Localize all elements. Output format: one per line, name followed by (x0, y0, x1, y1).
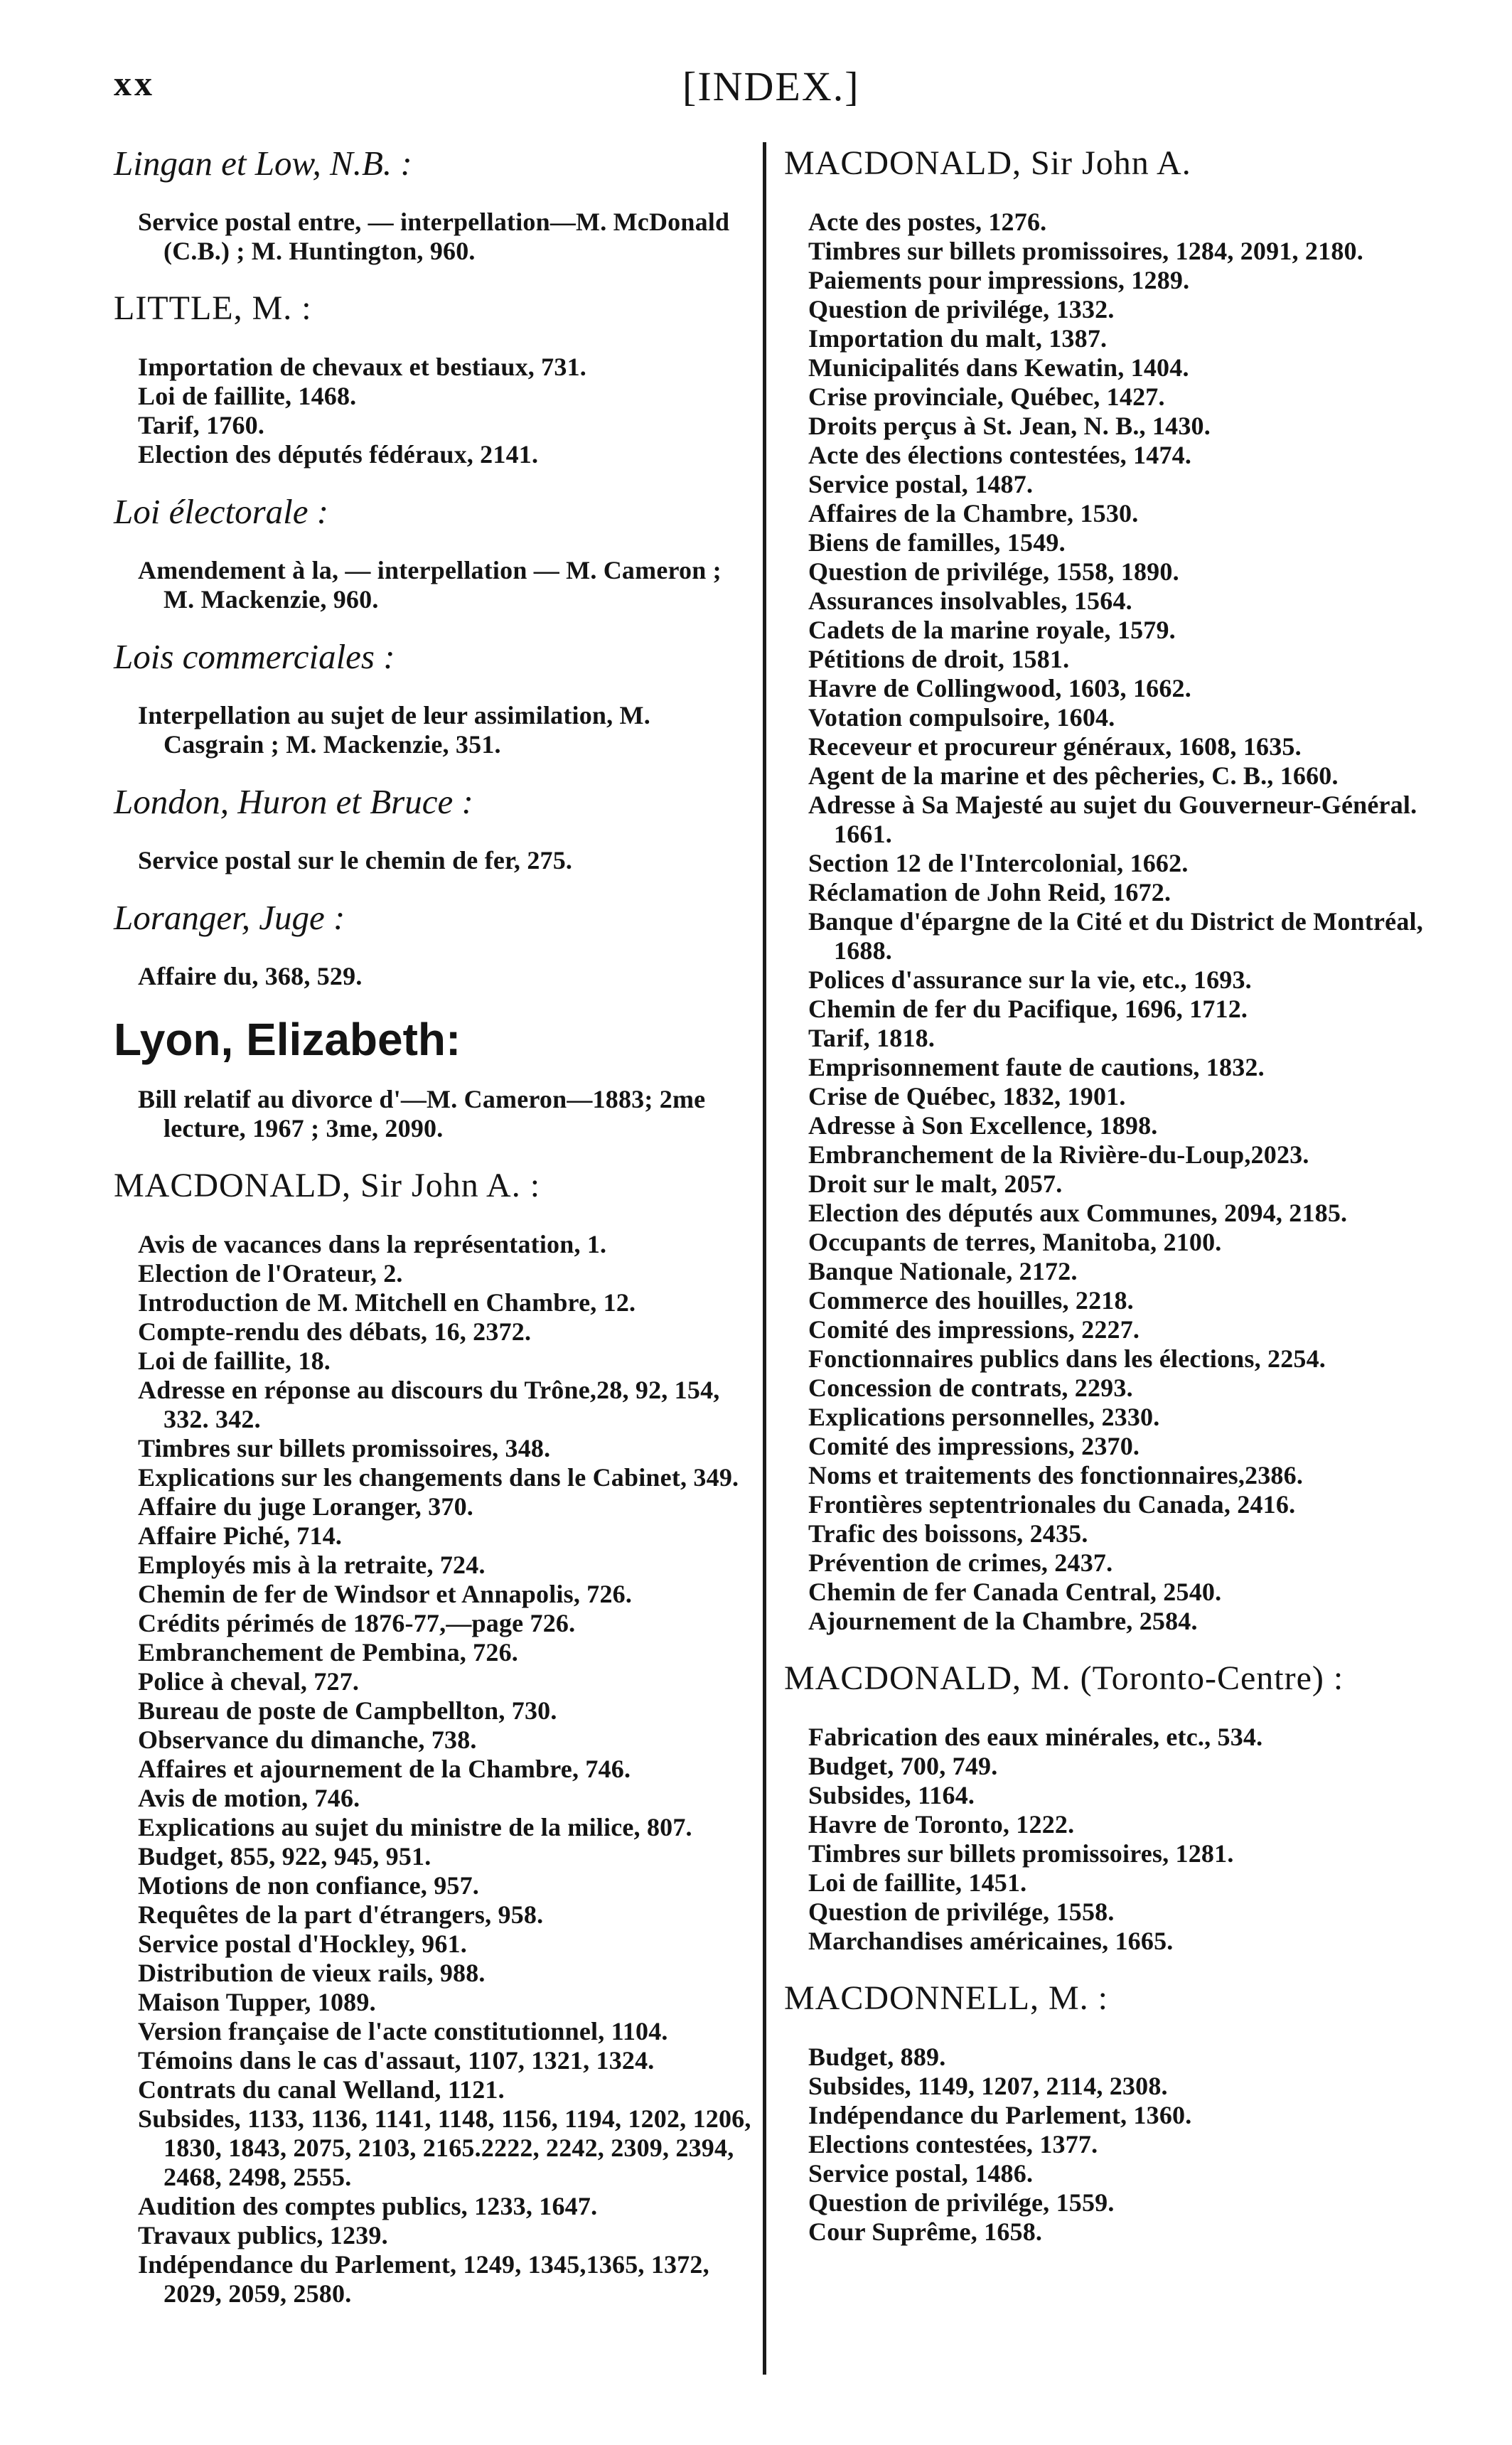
entry-item: Importation du malt, 1387. (808, 324, 1108, 353)
entry-item: Question de privilége, 1559. (808, 2188, 1115, 2217)
entry-item: Election de l'Orateur, 2. (138, 1259, 403, 1288)
entry-item: Chemin de fer de Windsor et Annapolis, 726. (138, 1580, 633, 1608)
entry-item: Election des députés fédéraux, 2141. (138, 440, 539, 469)
entry-item: Loi de faillite, 1451. (808, 1868, 1027, 1897)
entry-item: Election des députés aux Communes, 2094, 2185. (808, 1199, 1348, 1227)
entry-item: Bureau de poste de Campbellton, 730. (138, 1696, 557, 1725)
entry-item: Service postal, 1487. (808, 470, 1034, 498)
entry-heading: LITTLE, M. : (114, 289, 312, 327)
entry-item: Question de privilége, 1558. (808, 1898, 1115, 1926)
entry-heading: Loi électorale : (114, 492, 329, 531)
entry-item: Importation de chevaux et bestiaux, 731. (138, 353, 586, 381)
entry-item: Loi de faillite, 1468. (138, 382, 357, 410)
entry-item: Paiements pour impressions, 1289. (808, 266, 1190, 294)
entry-heading: London, Huron et Bruce : (114, 782, 473, 821)
entry-item: Affaire du, 368, 529. (138, 962, 363, 990)
entry-item: Trafic des boissons, 2435. (808, 1519, 1088, 1548)
entry-item: Embranchement de Pembina, 726. (138, 1638, 518, 1666)
entry-item: Subsides, 1133, 1136, 1141, 1148, 1156, 1194, 1202, 1206, 1830, 1843, 2075, 2103, 2165.2222, 2242, 2309, 2394, 2468, 2498, 2555. (138, 2104, 751, 2191)
entry-item: Cour Suprême, 1658. (808, 2217, 1043, 2246)
entry-item: Ajournement de la Chambre, 2584. (808, 1607, 1198, 1635)
entry-item: Adresse en réponse au discours du Trône,28, 92, 154, 332. 342. (138, 1376, 720, 1433)
entry-item: Marchandises américaines, 1665. (808, 1927, 1174, 1955)
entry-item: Indépendance du Parlement, 1360. (808, 2101, 1192, 2129)
entry-items (114, 962, 754, 991)
entry-item: Biens de familles, 1549. (808, 528, 1066, 557)
entry-items (114, 1085, 754, 1143)
entry-item: Section 12 de l'Intercolonial, 1662. (808, 849, 1189, 877)
index-entry (784, 1657, 1424, 1956)
entry-item: Service postal sur le chemin de fer, 275. (138, 846, 573, 874)
entry-item: Subsides, 1149, 1207, 2114, 2308. (808, 2072, 1168, 2100)
entry-item: Occupants de terres, Manitoba, 2100. (808, 1228, 1222, 1256)
entry-item: Introduction de M. Mitchell en Chambre, 12. (138, 1288, 636, 1317)
entry-item: Observance du dimanche, 738. (138, 1726, 477, 1754)
entry-item: Tarif, 1818. (808, 1024, 935, 1052)
index-entry (114, 897, 754, 991)
entry-item: Acte des élections contestées, 1474. (808, 441, 1192, 469)
entry-item: Cadets de la marine royale, 1579. (808, 616, 1176, 644)
entry-item: Maison Tupper, 1089. (138, 1988, 376, 2016)
entry-item: Pétitions de droit, 1581. (808, 645, 1070, 673)
entry-item: Votation compulsoire, 1604. (808, 703, 1115, 732)
entry-item: Acte des postes, 1276. (808, 208, 1047, 236)
entry-items (114, 556, 754, 614)
entry-item: Agent de la marine et des pêcheries, C. B., 1660. (808, 761, 1339, 790)
entry-item: Motions de non confiance, 957. (138, 1871, 480, 1900)
entry-item: Concession de contrats, 2293. (808, 1374, 1133, 1402)
entry-item: Service postal entre, — interpellation—M. McDonald (C.B.) ; M. Huntington, 960. (138, 208, 730, 265)
entry-item: Droit sur le malt, 2057. (808, 1170, 1063, 1198)
entry-heading: MACDONALD, Sir John A. : (114, 1167, 541, 1204)
right-column (784, 135, 1424, 2268)
entry-item: Chemin de fer Canada Central, 2540. (808, 1578, 1222, 1606)
entry-item: Commerce des houilles, 2218. (808, 1286, 1134, 1315)
index-entry (114, 491, 754, 614)
left-column (114, 135, 754, 2330)
entry-item: Comité des impressions, 2370. (808, 1432, 1140, 1460)
entry-heading: Lyon, Elizabeth: (114, 1014, 461, 1065)
entry-item: Frontières septentrionales du Canada, 2416. (808, 1490, 1296, 1519)
entry-item: Affaires de la Chambre, 1530. (808, 499, 1139, 528)
index-entry (114, 1165, 754, 2308)
entry-item: Timbres sur billets promissoires, 1281. (808, 1839, 1234, 1868)
entry-item: Crédits périmés de 1876-77,—page 726. (138, 1609, 576, 1637)
entry-item: Indépendance du Parlement, 1249, 1345,1365, 1372, 2029, 2059, 2580. (138, 2250, 709, 2308)
entry-item: Distribution de vieux rails, 988. (138, 1959, 486, 1987)
entry-heading: Loranger, Juge : (114, 898, 345, 937)
column-divider (763, 142, 766, 2375)
running-head: [INDEX.] (682, 63, 860, 109)
entry-items (784, 208, 1424, 1636)
entry-items (784, 2043, 1424, 2247)
entry-item: Police à cheval, 727. (138, 1667, 360, 1696)
entry-item: Timbres sur billets promissoires, 348. (138, 1434, 551, 1462)
entry-item: Noms et traitements des fonctionnaires,2386. (808, 1461, 1304, 1489)
entry-item: Avis de motion, 746. (138, 1784, 360, 1812)
entry-item: Avis de vacances dans la représentation, 1. (138, 1230, 607, 1258)
entry-item: Réclamation de John Reid, 1672. (808, 878, 1171, 906)
entry-items (114, 846, 754, 875)
entry-item: Explications sur les changements dans le Cabinet, 349. (138, 1463, 739, 1492)
entry-item: Version française de l'acte constitutionnel, 1104. (138, 2017, 668, 2045)
entry-item: Prévention de crimes, 2437. (808, 1548, 1113, 1577)
entry-item: Tarif, 1760. (138, 411, 265, 439)
page-number: xx (114, 63, 155, 103)
entry-items (114, 208, 754, 266)
entry-item: Fonctionnaires publics dans les élections, 2254. (808, 1344, 1326, 1373)
entry-items (114, 701, 754, 759)
entry-item: Fabrication des eaux minérales, etc., 534. (808, 1723, 1263, 1751)
entry-item: Service postal, 1486. (808, 2159, 1034, 2188)
entry-item: Comité des impressions, 2227. (808, 1315, 1140, 1344)
page-header (114, 63, 1398, 119)
entry-item: Crise de Québec, 1832, 1901. (808, 1082, 1126, 1111)
entry-item: Emprisonnement faute de cautions, 1832. (808, 1053, 1265, 1081)
entry-item: Requêtes de la part d'étrangers, 958. (138, 1900, 544, 1929)
entry-item: Embranchement de la Rivière-du-Loup,2023. (808, 1140, 1309, 1169)
entry-item: Question de privilége, 1332. (808, 295, 1115, 323)
entry-item: Crise provinciale, Québec, 1427. (808, 382, 1165, 411)
entry-item: Assurances insolvables, 1564. (808, 587, 1132, 615)
entry-item: Budget, 700, 749. (808, 1752, 998, 1780)
entry-items (114, 1230, 754, 2308)
entry-item: Contrats du canal Welland, 1121. (138, 2075, 505, 2104)
entry-heading: Lingan et Low, N.B. : (114, 144, 412, 183)
entry-heading: Lois commerciales : (114, 637, 395, 676)
entry-item: Budget, 855, 922, 945, 951. (138, 1842, 431, 1871)
entry-heading: MACDONALD, M. (Toronto-Centre) : (784, 1659, 1344, 1697)
entry-item: Timbres sur billets promissoires, 1284, 2091, 2180. (808, 237, 1363, 265)
entry-item: Banque Nationale, 2172. (808, 1257, 1078, 1285)
entry-item: Havre de Toronto, 1222. (808, 1810, 1075, 1839)
index-entry (114, 287, 754, 469)
entry-heading: MACDONNELL, M. : (784, 1979, 1108, 2017)
entry-item: Audition des comptes publics, 1233, 1647. (138, 2192, 598, 2220)
entry-item: Elections contestées, 1377. (808, 2130, 1098, 2158)
entry-item: Chemin de fer du Pacifique, 1696, 1712. (808, 995, 1248, 1023)
entry-item: Banque d'épargne de la Cité et du District de Montréal, 1688. (808, 907, 1423, 965)
index-entry (114, 781, 754, 875)
entry-item: Compte-rendu des débats, 16, 2372. (138, 1317, 532, 1346)
entry-item: Interpellation au sujet de leur assimilation, M. Casgrain ; M. Mackenzie, 351. (138, 701, 650, 759)
entry-item: Affaires et ajournement de la Chambre, 746. (138, 1755, 631, 1783)
entry-item: Municipalités dans Kewatin, 1404. (808, 353, 1189, 382)
entry-item: Question de privilége, 1558, 1890. (808, 557, 1179, 586)
entry-item: Employés mis à la retraite, 724. (138, 1551, 486, 1579)
index-entry (114, 142, 754, 266)
entry-item: Affaire Piché, 714. (138, 1521, 343, 1550)
entry-item: Explications au sujet du ministre de la milice, 807. (138, 1813, 692, 1841)
entry-item: Adresse à Sa Majesté au sujet du Gouverneur-Général. 1661. (808, 791, 1417, 848)
index-entry (114, 1012, 754, 1143)
entry-item: Témoins dans le cas d'assaut, 1107, 1321, 1324. (138, 2046, 655, 2075)
entry-item: Travaux publics, 1239. (138, 2221, 388, 2249)
entry-item: Adresse à Son Excellence, 1898. (808, 1111, 1158, 1140)
entry-item: Budget, 889. (808, 2043, 946, 2071)
entry-item: Affaire du juge Loranger, 370. (138, 1492, 473, 1521)
entry-items (114, 353, 754, 469)
entry-item: Explications personnelles, 2330. (808, 1403, 1160, 1431)
entry-item: Loi de faillite, 18. (138, 1347, 331, 1375)
entry-item: Subsides, 1164. (808, 1781, 975, 1809)
entry-item: Polices d'assurance sur la vie, etc., 1693. (808, 965, 1252, 994)
entry-item: Amendement à la, — interpellation — M. Cameron ; M. Mackenzie, 960. (138, 556, 722, 614)
index-entry (784, 1977, 1424, 2247)
index-entry (114, 636, 754, 759)
entry-heading: MACDONALD, Sir John A. (784, 144, 1191, 182)
entry-item: Service postal d'Hockley, 961. (138, 1930, 467, 1958)
entry-item: Bill relatif au divorce d'—M. Cameron—1883; 2me lecture, 1967 ; 3me, 2090. (138, 1085, 706, 1143)
index-entry (784, 142, 1424, 1636)
entry-item: Droits perçus à St. Jean, N. B., 1430. (808, 412, 1211, 440)
entry-items (784, 1723, 1424, 1956)
entry-item: Receveur et procureur généraux, 1608, 1635. (808, 732, 1302, 761)
entry-item: Havre de Collingwood, 1603, 1662. (808, 674, 1191, 702)
